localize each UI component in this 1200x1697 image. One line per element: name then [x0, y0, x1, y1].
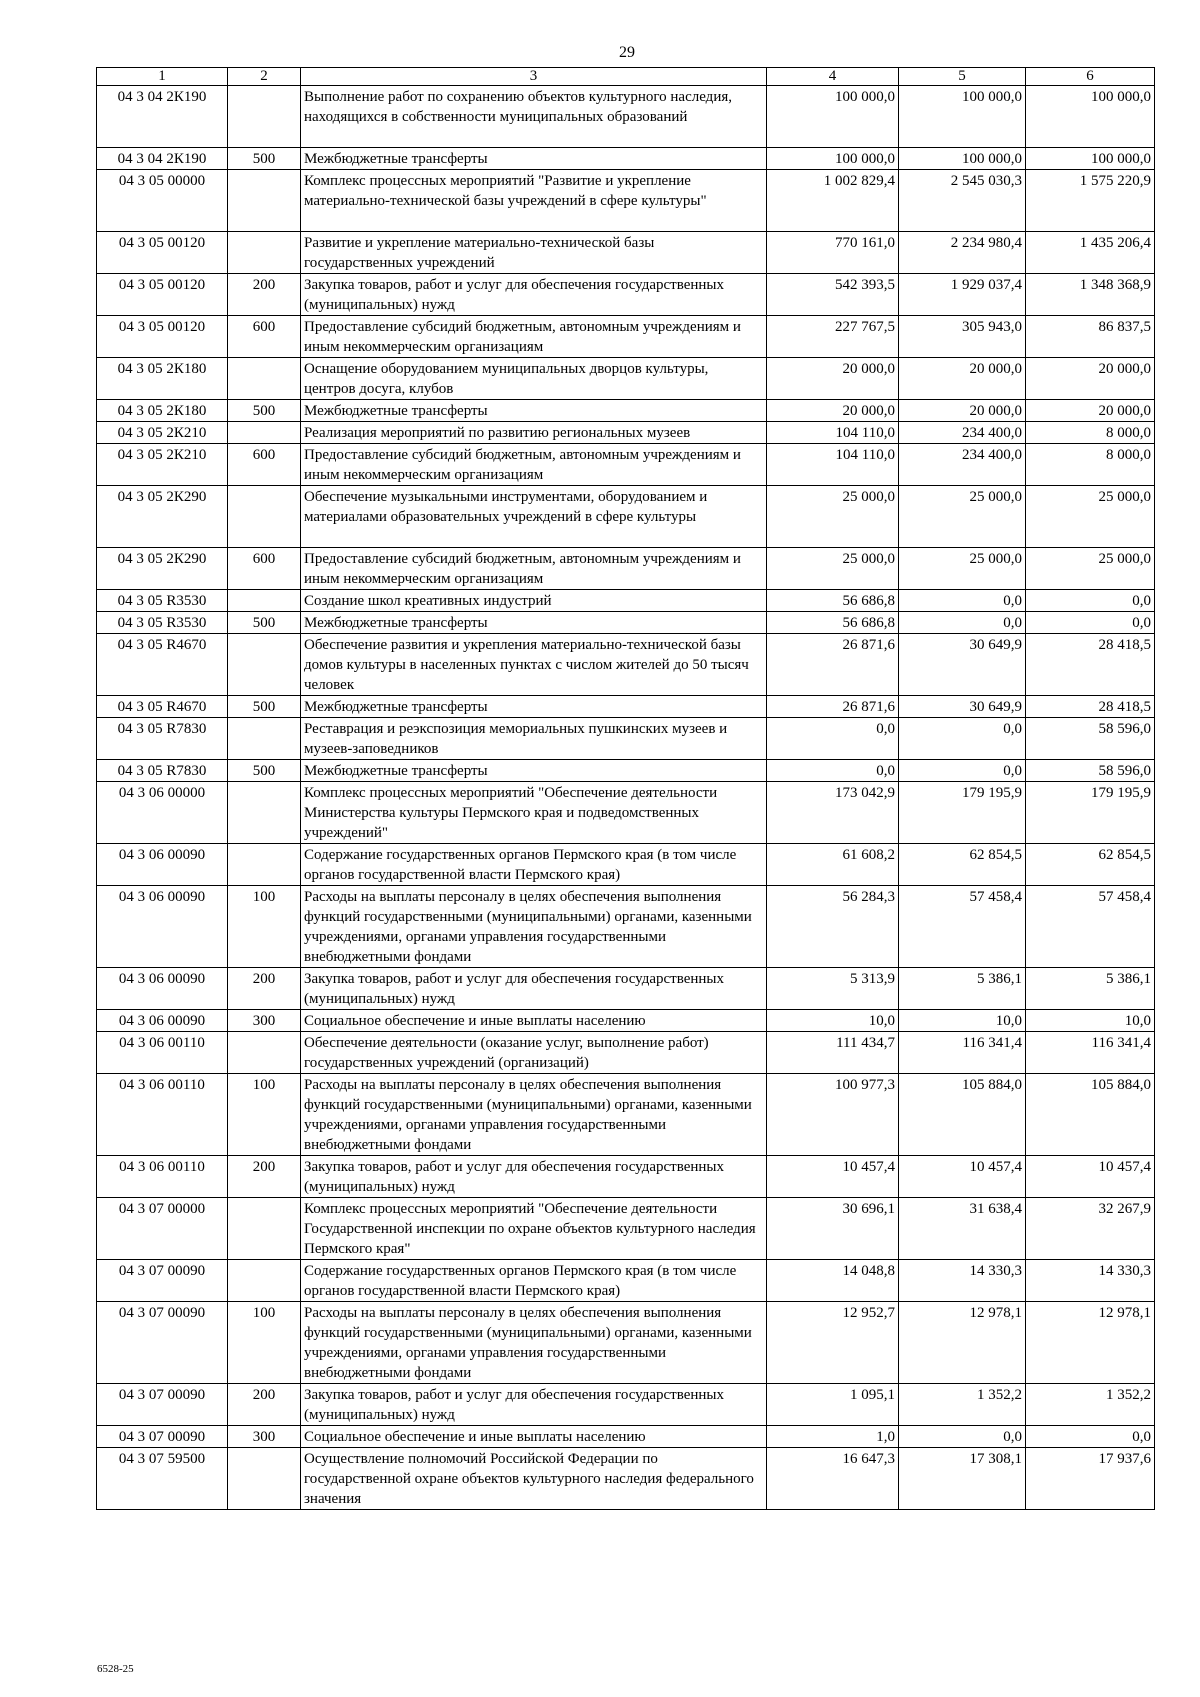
cell-description: Содержание государственных органов Пермского края (в том числе органов государственной власти Пермского края)	[301, 844, 767, 886]
table-row	[97, 1426, 1155, 1448]
cell-description: Закупка товаров, работ и услуг для обеспечения государственных (муниципальных) нужд	[301, 968, 767, 1010]
cell-amount-col4: 5 313,9	[767, 968, 899, 1010]
cell-expense-type: 200	[228, 274, 301, 316]
cell-amount-col4: 10,0	[767, 1010, 899, 1032]
cell-amount-col5: 30 649,9	[899, 634, 1026, 696]
table-header-row	[97, 68, 1155, 86]
cell-code: 04 3 07 00090	[97, 1384, 228, 1426]
cell-amount-col4: 12 952,7	[767, 1302, 899, 1384]
cell-expense-type: 200	[228, 1384, 301, 1426]
cell-description: Расходы на выплаты персоналу в целях обеспечения выполнения функций государственными (муниципальными) органами, казенными учреждениями, органами управления государственными внебюджетными фондами	[301, 886, 767, 968]
cell-expense-type: 100	[228, 1302, 301, 1384]
cell-amount-col5: 0,0	[899, 760, 1026, 782]
cell-description: Расходы на выплаты персоналу в целях обеспечения выполнения функций государственными (муниципальными) органами, казенными учреждениями, органами управления государственными внебюджетными фондами	[301, 1302, 767, 1384]
cell-amount-col5: 1 929 037,4	[899, 274, 1026, 316]
cell-code: 04 3 05 00120	[97, 232, 228, 274]
cell-description: Закупка товаров, работ и услуг для обеспечения государственных (муниципальных) нужд	[301, 274, 767, 316]
cell-expense-type: 300	[228, 1426, 301, 1448]
cell-amount-col6: 20 000,0	[1026, 400, 1155, 422]
table-row	[97, 1302, 1155, 1384]
cell-amount-col4: 25 000,0	[767, 548, 899, 590]
cell-code: 04 3 06 00090	[97, 886, 228, 968]
cell-amount-col6: 0,0	[1026, 1426, 1155, 1448]
cell-code: 04 3 06 00110	[97, 1156, 228, 1198]
table-row	[97, 86, 1155, 148]
cell-code: 04 3 05 2К210	[97, 444, 228, 486]
cell-expense-type	[228, 486, 301, 548]
cell-amount-col6: 28 418,5	[1026, 634, 1155, 696]
cell-amount-col5: 57 458,4	[899, 886, 1026, 968]
cell-description: Комплекс процессных мероприятий "Обеспечение деятельности Министерства культуры Пермского края и подведомственных учреждений"	[301, 782, 767, 844]
cell-code: 04 3 07 00090	[97, 1426, 228, 1448]
cell-amount-col4: 542 393,5	[767, 274, 899, 316]
cell-amount-col6: 57 458,4	[1026, 886, 1155, 968]
cell-description: Создание школ креативных индустрий	[301, 590, 767, 612]
cell-description: Предоставление субсидий бюджетным, автономным учреждениям и иным некоммерческим организациям	[301, 548, 767, 590]
cell-amount-col4: 104 110,0	[767, 444, 899, 486]
cell-expense-type: 500	[228, 148, 301, 170]
table-row	[97, 590, 1155, 612]
cell-amount-col6: 1 435 206,4	[1026, 232, 1155, 274]
table-row	[97, 148, 1155, 170]
cell-code: 04 3 05 2К290	[97, 548, 228, 590]
cell-amount-col5: 2 234 980,4	[899, 232, 1026, 274]
cell-description: Межбюджетные трансферты	[301, 696, 767, 718]
cell-amount-col4: 20 000,0	[767, 400, 899, 422]
cell-code: 04 3 05 R4670	[97, 696, 228, 718]
cell-expense-type	[228, 422, 301, 444]
cell-amount-col6: 10 457,4	[1026, 1156, 1155, 1198]
cell-amount-col5: 0,0	[899, 718, 1026, 760]
cell-amount-col6: 100 000,0	[1026, 148, 1155, 170]
table-row	[97, 612, 1155, 634]
cell-amount-col5: 12 978,1	[899, 1302, 1026, 1384]
cell-amount-col5: 234 400,0	[899, 444, 1026, 486]
cell-code: 04 3 06 00090	[97, 1010, 228, 1032]
cell-code: 04 3 06 00000	[97, 782, 228, 844]
cell-amount-col6: 105 884,0	[1026, 1074, 1155, 1156]
cell-amount-col5: 31 638,4	[899, 1198, 1026, 1260]
cell-amount-col5: 10,0	[899, 1010, 1026, 1032]
cell-amount-col6: 100 000,0	[1026, 86, 1155, 148]
cell-amount-col6: 10,0	[1026, 1010, 1155, 1032]
cell-expense-type: 500	[228, 400, 301, 422]
cell-amount-col5: 0,0	[899, 612, 1026, 634]
col-header: 2	[228, 68, 301, 86]
table-row	[97, 1032, 1155, 1074]
cell-expense-type	[228, 232, 301, 274]
cell-description: Выполнение работ по сохранению объектов культурного наследия, находящихся в собственности муниципальных образований	[301, 86, 767, 148]
cell-description: Развитие и укрепление материально-технической базы государственных учреждений	[301, 232, 767, 274]
cell-description: Социальное обеспечение и иные выплаты населению	[301, 1426, 767, 1448]
table-row	[97, 696, 1155, 718]
cell-code: 04 3 06 00110	[97, 1074, 228, 1156]
cell-code: 04 3 07 00090	[97, 1260, 228, 1302]
cell-expense-type	[228, 1032, 301, 1074]
cell-amount-col5: 30 649,9	[899, 696, 1026, 718]
cell-amount-col6: 0,0	[1026, 590, 1155, 612]
cell-amount-col4: 26 871,6	[767, 634, 899, 696]
table-row	[97, 316, 1155, 358]
cell-amount-col4: 173 042,9	[767, 782, 899, 844]
cell-expense-type: 100	[228, 1074, 301, 1156]
table-row	[97, 718, 1155, 760]
cell-expense-type: 200	[228, 968, 301, 1010]
cell-expense-type	[228, 782, 301, 844]
cell-code: 04 3 04 2К190	[97, 86, 228, 148]
col-header: 4	[767, 68, 899, 86]
cell-description: Предоставление субсидий бюджетным, автономным учреждениям и иным некоммерческим организациям	[301, 444, 767, 486]
table-row	[97, 1010, 1155, 1032]
cell-amount-col6: 5 386,1	[1026, 968, 1155, 1010]
cell-description: Обеспечение развития и укрепления материально-технической базы домов культуры в населенных пунктах с числом жителей до 50 тысяч человек	[301, 634, 767, 696]
cell-amount-col4: 1,0	[767, 1426, 899, 1448]
cell-amount-col5: 100 000,0	[899, 86, 1026, 148]
cell-amount-col4: 1 095,1	[767, 1384, 899, 1426]
cell-description: Межбюджетные трансферты	[301, 760, 767, 782]
cell-amount-col4: 1 002 829,4	[767, 170, 899, 232]
table-row	[97, 1156, 1155, 1198]
table-row	[97, 1074, 1155, 1156]
cell-description: Осуществление полномочий Российской Федерации по государственной охране объектов культурного наследия федерального значения	[301, 1448, 767, 1510]
cell-description: Предоставление субсидий бюджетным, автономным учреждениям и иным некоммерческим организациям	[301, 316, 767, 358]
cell-amount-col6: 179 195,9	[1026, 782, 1155, 844]
cell-code: 04 3 05 R3530	[97, 590, 228, 612]
table-row	[97, 1384, 1155, 1426]
cell-description: Обеспечение деятельности (оказание услуг, выполнение работ) государственных учреждений (организаций)	[301, 1032, 767, 1074]
cell-amount-col6: 32 267,9	[1026, 1198, 1155, 1260]
cell-amount-col6: 8 000,0	[1026, 422, 1155, 444]
cell-amount-col6: 17 937,6	[1026, 1448, 1155, 1510]
cell-amount-col5: 25 000,0	[899, 548, 1026, 590]
budget-table	[96, 67, 1155, 1510]
cell-code: 04 3 07 00090	[97, 1302, 228, 1384]
col-header: 1	[97, 68, 228, 86]
table-row	[97, 1260, 1155, 1302]
cell-description: Закупка товаров, работ и услуг для обеспечения государственных (муниципальных) нужд	[301, 1384, 767, 1426]
cell-code: 04 3 05 00000	[97, 170, 228, 232]
cell-amount-col4: 16 647,3	[767, 1448, 899, 1510]
table-row	[97, 444, 1155, 486]
cell-amount-col6: 12 978,1	[1026, 1302, 1155, 1384]
col-header: 3	[301, 68, 767, 86]
table-row	[97, 1448, 1155, 1510]
table-row	[97, 1198, 1155, 1260]
table-row	[97, 486, 1155, 548]
cell-description: Межбюджетные трансферты	[301, 148, 767, 170]
cell-amount-col4: 20 000,0	[767, 358, 899, 400]
table-row	[97, 274, 1155, 316]
cell-amount-col5: 2 545 030,3	[899, 170, 1026, 232]
cell-code: 04 3 04 2К190	[97, 148, 228, 170]
cell-amount-col4: 56 686,8	[767, 612, 899, 634]
table-row	[97, 886, 1155, 968]
cell-amount-col4: 56 686,8	[767, 590, 899, 612]
cell-amount-col6: 62 854,5	[1026, 844, 1155, 886]
cell-expense-type: 600	[228, 444, 301, 486]
cell-code: 04 3 06 00090	[97, 968, 228, 1010]
cell-expense-type	[228, 86, 301, 148]
cell-amount-col5: 14 330,3	[899, 1260, 1026, 1302]
cell-description: Расходы на выплаты персоналу в целях обеспечения выполнения функций государственными (муниципальными) органами, казенными учреждениями, органами управления государственными внебюджетными фондами	[301, 1074, 767, 1156]
cell-code: 04 3 05 00120	[97, 274, 228, 316]
cell-description: Содержание государственных органов Пермского края (в том числе органов государственной власти Пермского края)	[301, 1260, 767, 1302]
cell-amount-col4: 0,0	[767, 760, 899, 782]
table-row	[97, 358, 1155, 400]
table-row	[97, 232, 1155, 274]
cell-code: 04 3 05 2К290	[97, 486, 228, 548]
cell-amount-col4: 100 000,0	[767, 148, 899, 170]
cell-amount-col6: 86 837,5	[1026, 316, 1155, 358]
cell-amount-col6: 25 000,0	[1026, 548, 1155, 590]
cell-amount-col5: 0,0	[899, 590, 1026, 612]
table-row	[97, 422, 1155, 444]
cell-code: 04 3 05 R7830	[97, 718, 228, 760]
cell-amount-col4: 770 161,0	[767, 232, 899, 274]
cell-amount-col6: 20 000,0	[1026, 358, 1155, 400]
cell-amount-col5: 116 341,4	[899, 1032, 1026, 1074]
cell-expense-type: 600	[228, 548, 301, 590]
cell-amount-col5: 0,0	[899, 1426, 1026, 1448]
table-row	[97, 782, 1155, 844]
table-row	[97, 548, 1155, 590]
cell-code: 04 3 05 R4670	[97, 634, 228, 696]
table-row	[97, 844, 1155, 886]
cell-amount-col6: 1 575 220,9	[1026, 170, 1155, 232]
cell-code: 04 3 06 00090	[97, 844, 228, 886]
cell-amount-col5: 100 000,0	[899, 148, 1026, 170]
cell-description: Оснащение оборудованием муниципальных дворцов культуры, центров досуга, клубов	[301, 358, 767, 400]
table-row	[97, 968, 1155, 1010]
col-header: 5	[899, 68, 1026, 86]
cell-amount-col6: 28 418,5	[1026, 696, 1155, 718]
cell-code: 04 3 07 59500	[97, 1448, 228, 1510]
table-body	[97, 86, 1155, 1510]
cell-amount-col4: 25 000,0	[767, 486, 899, 548]
cell-amount-col5: 10 457,4	[899, 1156, 1026, 1198]
cell-expense-type: 300	[228, 1010, 301, 1032]
cell-code: 04 3 05 2К180	[97, 358, 228, 400]
cell-amount-col5: 5 386,1	[899, 968, 1026, 1010]
cell-description: Социальное обеспечение и иные выплаты населению	[301, 1010, 767, 1032]
cell-code: 04 3 05 R7830	[97, 760, 228, 782]
cell-amount-col5: 105 884,0	[899, 1074, 1026, 1156]
cell-amount-col4: 100 000,0	[767, 86, 899, 148]
cell-expense-type	[228, 1448, 301, 1510]
cell-expense-type	[228, 1260, 301, 1302]
document-code: 6528-25	[97, 1663, 134, 1675]
cell-description: Комплекс процессных мероприятий "Развитие и укрепление материально-технической базы учреждений в сфере культуры"	[301, 170, 767, 232]
cell-expense-type	[228, 170, 301, 232]
cell-code: 04 3 05 R3530	[97, 612, 228, 634]
cell-amount-col6: 8 000,0	[1026, 444, 1155, 486]
cell-amount-col5: 20 000,0	[899, 358, 1026, 400]
cell-expense-type: 500	[228, 612, 301, 634]
cell-expense-type	[228, 634, 301, 696]
cell-amount-col4: 104 110,0	[767, 422, 899, 444]
cell-code: 04 3 06 00110	[97, 1032, 228, 1074]
cell-expense-type	[228, 844, 301, 886]
cell-amount-col6: 116 341,4	[1026, 1032, 1155, 1074]
cell-amount-col4: 111 434,7	[767, 1032, 899, 1074]
cell-amount-col4: 56 284,3	[767, 886, 899, 968]
cell-amount-col5: 305 943,0	[899, 316, 1026, 358]
cell-code: 04 3 07 00000	[97, 1198, 228, 1260]
cell-amount-col5: 20 000,0	[899, 400, 1026, 422]
cell-code: 04 3 05 00120	[97, 316, 228, 358]
cell-amount-col4: 26 871,6	[767, 696, 899, 718]
cell-expense-type: 500	[228, 696, 301, 718]
cell-description: Закупка товаров, работ и услуг для обеспечения государственных (муниципальных) нужд	[301, 1156, 767, 1198]
cell-amount-col4: 100 977,3	[767, 1074, 899, 1156]
cell-expense-type	[228, 1198, 301, 1260]
table-row	[97, 400, 1155, 422]
cell-expense-type: 200	[228, 1156, 301, 1198]
cell-amount-col5: 179 195,9	[899, 782, 1026, 844]
cell-amount-col6: 14 330,3	[1026, 1260, 1155, 1302]
cell-amount-col4: 0,0	[767, 718, 899, 760]
cell-amount-col6: 1 348 368,9	[1026, 274, 1155, 316]
cell-description: Реализация мероприятий по развитию региональных музеев	[301, 422, 767, 444]
cell-amount-col5: 25 000,0	[899, 486, 1026, 548]
table-row	[97, 760, 1155, 782]
table-row	[97, 634, 1155, 696]
cell-amount-col5: 1 352,2	[899, 1384, 1026, 1426]
cell-amount-col4: 10 457,4	[767, 1156, 899, 1198]
cell-description: Реставрация и реэкспозиция мемориальных пушкинских музеев и музеев-заповедников	[301, 718, 767, 760]
cell-amount-col6: 58 596,0	[1026, 760, 1155, 782]
cell-expense-type: 500	[228, 760, 301, 782]
cell-description: Обеспечение музыкальными инструментами, оборудованием и материалами образовательных учреждений в сфере культуры	[301, 486, 767, 548]
cell-expense-type	[228, 358, 301, 400]
cell-expense-type	[228, 590, 301, 612]
cell-amount-col4: 14 048,8	[767, 1260, 899, 1302]
cell-amount-col6: 58 596,0	[1026, 718, 1155, 760]
table-row	[97, 170, 1155, 232]
cell-amount-col6: 0,0	[1026, 612, 1155, 634]
cell-amount-col5: 62 854,5	[899, 844, 1026, 886]
cell-description: Межбюджетные трансферты	[301, 400, 767, 422]
page-number: 29	[619, 44, 635, 61]
cell-amount-col4: 61 608,2	[767, 844, 899, 886]
cell-amount-col6: 1 352,2	[1026, 1384, 1155, 1426]
cell-code: 04 3 05 2К210	[97, 422, 228, 444]
cell-amount-col4: 30 696,1	[767, 1198, 899, 1260]
cell-amount-col5: 17 308,1	[899, 1448, 1026, 1510]
cell-amount-col4: 227 767,5	[767, 316, 899, 358]
col-header: 6	[1026, 68, 1155, 86]
cell-expense-type: 600	[228, 316, 301, 358]
cell-amount-col6: 25 000,0	[1026, 486, 1155, 548]
cell-description: Межбюджетные трансферты	[301, 612, 767, 634]
cell-code: 04 3 05 2К180	[97, 400, 228, 422]
cell-description: Комплекс процессных мероприятий "Обеспечение деятельности Государственной инспекции по охране объектов культурного наследия Пермского края"	[301, 1198, 767, 1260]
cell-expense-type	[228, 718, 301, 760]
cell-expense-type: 100	[228, 886, 301, 968]
cell-amount-col5: 234 400,0	[899, 422, 1026, 444]
